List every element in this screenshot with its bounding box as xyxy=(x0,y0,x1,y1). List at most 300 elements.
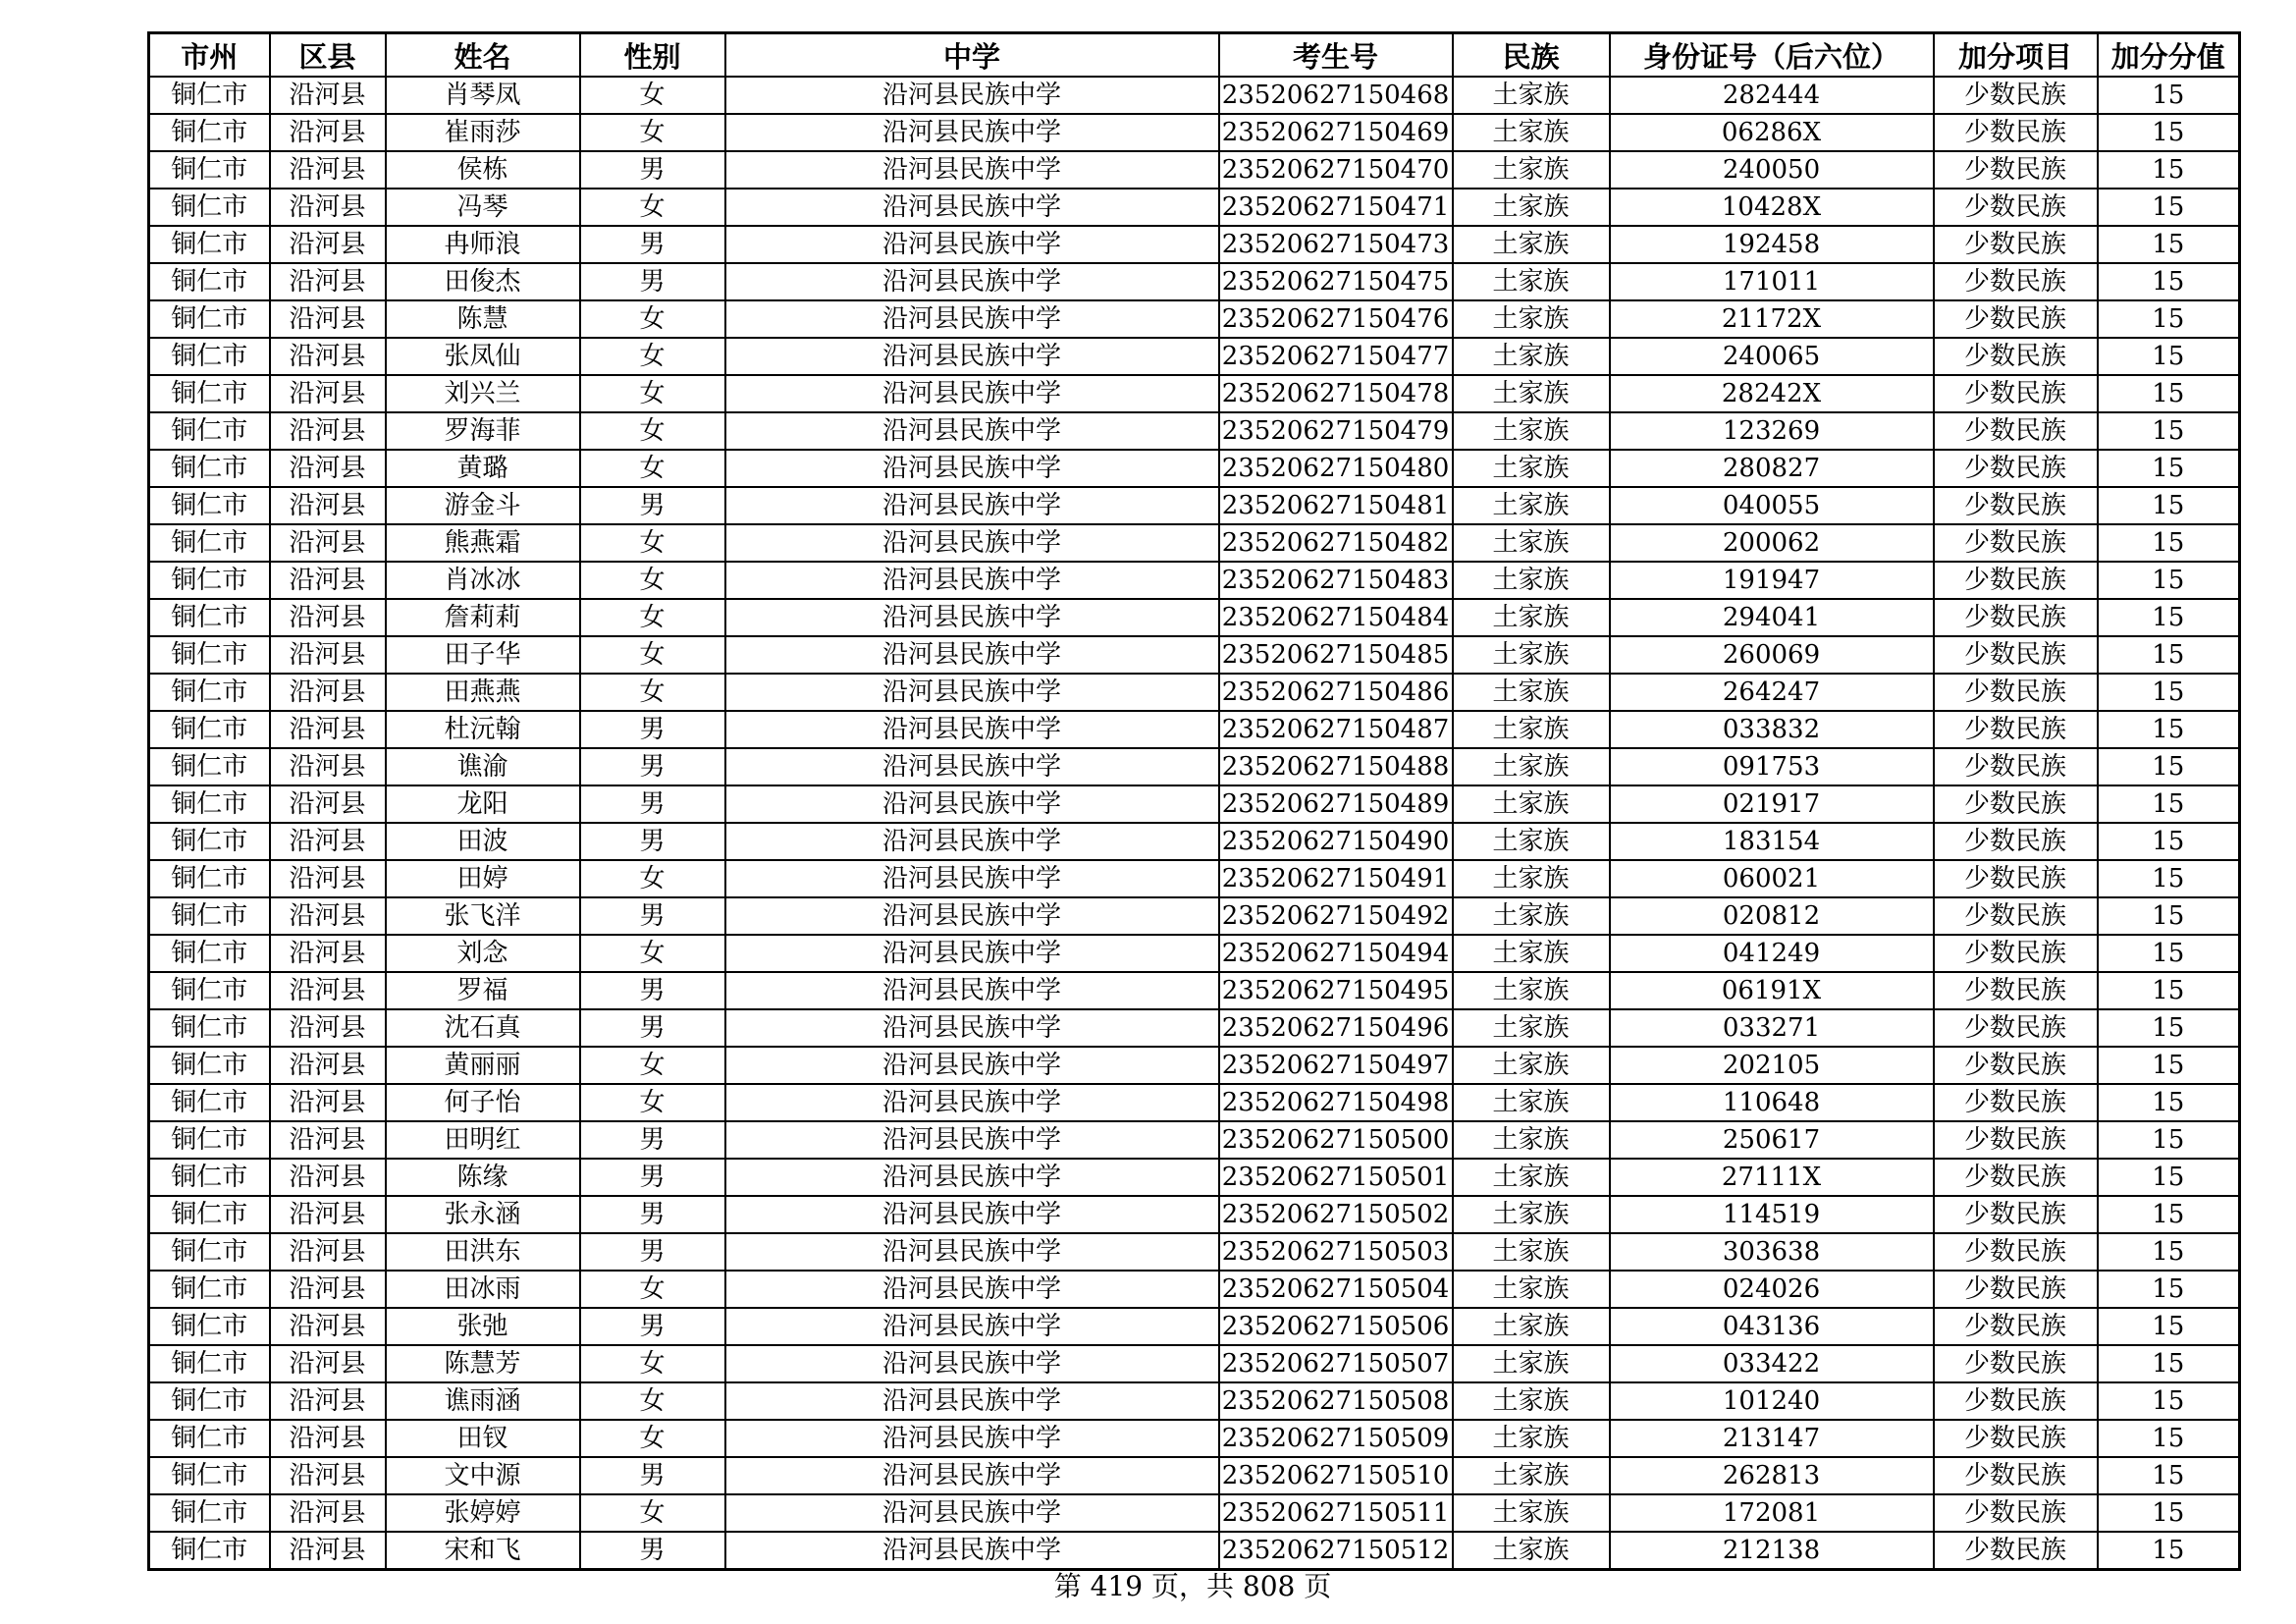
header-school: 中学 xyxy=(725,33,1219,78)
cell-ethnicity: 土家族 xyxy=(1453,562,1610,599)
cell-bonus-item: 少数民族 xyxy=(1934,748,2098,785)
cell-id-last-six: 020812 xyxy=(1610,897,1934,935)
cell-name: 田明红 xyxy=(386,1121,580,1159)
cell-school: 沿河县民族中学 xyxy=(725,1532,1219,1570)
cell-id-last-six: 021917 xyxy=(1610,785,1934,823)
cell-school: 沿河县民族中学 xyxy=(725,1159,1219,1196)
table-row xyxy=(149,1457,2240,1494)
cell-county: 沿河县 xyxy=(270,935,386,972)
cell-bonus-item: 少数民族 xyxy=(1934,711,2098,748)
cell-gender: 男 xyxy=(580,226,725,263)
cell-city: 铜仁市 xyxy=(149,375,270,412)
cell-exam-number: 23520627150494 xyxy=(1219,935,1453,972)
cell-name: 崔雨莎 xyxy=(386,114,580,151)
cell-city: 铜仁市 xyxy=(149,1233,270,1271)
cell-county: 沿河县 xyxy=(270,748,386,785)
cell-county: 沿河县 xyxy=(270,1121,386,1159)
cell-county: 沿河县 xyxy=(270,524,386,562)
cell-bonus-item: 少数民族 xyxy=(1934,1345,2098,1382)
cell-id-last-six: 303638 xyxy=(1610,1233,1934,1271)
cell-name: 田俊杰 xyxy=(386,263,580,300)
cell-name: 陈慧芳 xyxy=(386,1345,580,1382)
cell-id-last-six: 192458 xyxy=(1610,226,1934,263)
cell-bonus-item: 少数民族 xyxy=(1934,524,2098,562)
cell-school: 沿河县民族中学 xyxy=(725,711,1219,748)
cell-city: 铜仁市 xyxy=(149,189,270,226)
cell-exam-number: 23520627150473 xyxy=(1219,226,1453,263)
cell-gender: 男 xyxy=(580,785,725,823)
cell-exam-number: 23520627150470 xyxy=(1219,151,1453,189)
cell-bonus-item: 少数民族 xyxy=(1934,1457,2098,1494)
table-row xyxy=(149,338,2240,375)
cell-exam-number: 23520627150483 xyxy=(1219,562,1453,599)
cell-school: 沿河县民族中学 xyxy=(725,599,1219,636)
cell-ethnicity: 土家族 xyxy=(1453,1345,1610,1382)
cell-school: 沿河县民族中学 xyxy=(725,1494,1219,1532)
cell-exam-number: 23520627150477 xyxy=(1219,338,1453,375)
cell-ethnicity: 土家族 xyxy=(1453,338,1610,375)
header-bonus-value: 加分分值 xyxy=(2098,33,2240,78)
cell-gender: 男 xyxy=(580,1457,725,1494)
table-row xyxy=(149,524,2240,562)
cell-school: 沿河县民族中学 xyxy=(725,935,1219,972)
table-row xyxy=(149,450,2240,487)
cell-ethnicity: 土家族 xyxy=(1453,114,1610,151)
cell-gender: 男 xyxy=(580,711,725,748)
cell-ethnicity: 土家族 xyxy=(1453,785,1610,823)
cell-bonus-value: 15 xyxy=(2098,77,2240,114)
cell-bonus-item: 少数民族 xyxy=(1934,1233,2098,1271)
bonus-points-table xyxy=(147,31,2241,1571)
table-row xyxy=(149,300,2240,338)
cell-id-last-six: 183154 xyxy=(1610,823,1934,860)
cell-exam-number: 23520627150490 xyxy=(1219,823,1453,860)
cell-exam-number: 23520627150500 xyxy=(1219,1121,1453,1159)
cell-school: 沿河县民族中学 xyxy=(725,263,1219,300)
cell-exam-number: 23520627150506 xyxy=(1219,1308,1453,1345)
cell-city: 铜仁市 xyxy=(149,1159,270,1196)
cell-exam-number: 23520627150508 xyxy=(1219,1382,1453,1420)
cell-bonus-value: 15 xyxy=(2098,226,2240,263)
cell-county: 沿河县 xyxy=(270,1345,386,1382)
table-row xyxy=(149,375,2240,412)
cell-name: 刘兴兰 xyxy=(386,375,580,412)
cell-id-last-six: 240065 xyxy=(1610,338,1934,375)
cell-city: 铜仁市 xyxy=(149,1420,270,1457)
cell-ethnicity: 土家族 xyxy=(1453,189,1610,226)
cell-ethnicity: 土家族 xyxy=(1453,1047,1610,1084)
cell-bonus-value: 15 xyxy=(2098,1009,2240,1047)
cell-id-last-six: 041249 xyxy=(1610,935,1934,972)
cell-bonus-item: 少数民族 xyxy=(1934,1121,2098,1159)
cell-gender: 女 xyxy=(580,1420,725,1457)
header-ethnicity: 民族 xyxy=(1453,33,1610,78)
cell-ethnicity: 土家族 xyxy=(1453,897,1610,935)
cell-gender: 女 xyxy=(580,1382,725,1420)
cell-city: 铜仁市 xyxy=(149,114,270,151)
cell-county: 沿河县 xyxy=(270,1532,386,1570)
cell-ethnicity: 土家族 xyxy=(1453,748,1610,785)
cell-school: 沿河县民族中学 xyxy=(725,1009,1219,1047)
cell-ethnicity: 土家族 xyxy=(1453,1233,1610,1271)
header-id-last-six: 身份证号（后六位） xyxy=(1610,33,1934,78)
table-row xyxy=(149,226,2240,263)
cell-bonus-value: 15 xyxy=(2098,1121,2240,1159)
cell-city: 铜仁市 xyxy=(149,263,270,300)
cell-ethnicity: 土家族 xyxy=(1453,263,1610,300)
cell-exam-number: 23520627150478 xyxy=(1219,375,1453,412)
cell-bonus-value: 15 xyxy=(2098,263,2240,300)
cell-gender: 男 xyxy=(580,1308,725,1345)
cell-name: 陈慧 xyxy=(386,300,580,338)
cell-bonus-value: 15 xyxy=(2098,1084,2240,1121)
cell-ethnicity: 土家族 xyxy=(1453,1308,1610,1345)
table-row xyxy=(149,1196,2240,1233)
cell-name: 罗海菲 xyxy=(386,412,580,450)
cell-exam-number: 23520627150509 xyxy=(1219,1420,1453,1457)
cell-name: 黄丽丽 xyxy=(386,1047,580,1084)
cell-school: 沿河县民族中学 xyxy=(725,1271,1219,1308)
cell-ethnicity: 土家族 xyxy=(1453,1159,1610,1196)
cell-name: 何子怡 xyxy=(386,1084,580,1121)
cell-city: 铜仁市 xyxy=(149,599,270,636)
cell-bonus-item: 少数民族 xyxy=(1934,1196,2098,1233)
table-row xyxy=(149,1047,2240,1084)
cell-id-last-six: 191947 xyxy=(1610,562,1934,599)
cell-ethnicity: 土家族 xyxy=(1453,1382,1610,1420)
cell-bonus-item: 少数民族 xyxy=(1934,1084,2098,1121)
cell-exam-number: 23520627150512 xyxy=(1219,1532,1453,1570)
cell-bonus-value: 15 xyxy=(2098,1420,2240,1457)
cell-bonus-value: 15 xyxy=(2098,524,2240,562)
cell-exam-number: 23520627150497 xyxy=(1219,1047,1453,1084)
cell-bonus-value: 15 xyxy=(2098,1382,2240,1420)
cell-bonus-value: 15 xyxy=(2098,860,2240,897)
cell-bonus-item: 少数民族 xyxy=(1934,1009,2098,1047)
cell-city: 铜仁市 xyxy=(149,300,270,338)
cell-id-last-six: 28242X xyxy=(1610,375,1934,412)
cell-id-last-six: 200062 xyxy=(1610,524,1934,562)
cell-gender: 男 xyxy=(580,151,725,189)
cell-bonus-item: 少数民族 xyxy=(1934,226,2098,263)
cell-gender: 女 xyxy=(580,636,725,674)
table-row xyxy=(149,599,2240,636)
cell-id-last-six: 260069 xyxy=(1610,636,1934,674)
table-row xyxy=(149,1382,2240,1420)
table-row xyxy=(149,77,2240,114)
table-row xyxy=(149,935,2240,972)
cell-name: 龙阳 xyxy=(386,785,580,823)
cell-ethnicity: 土家族 xyxy=(1453,935,1610,972)
cell-school: 沿河县民族中学 xyxy=(725,1196,1219,1233)
cell-name: 张凤仙 xyxy=(386,338,580,375)
cell-bonus-item: 少数民族 xyxy=(1934,1308,2098,1345)
cell-county: 沿河县 xyxy=(270,599,386,636)
table-row xyxy=(149,562,2240,599)
cell-school: 沿河县民族中学 xyxy=(725,375,1219,412)
table-row xyxy=(149,114,2240,151)
cell-bonus-value: 15 xyxy=(2098,636,2240,674)
cell-bonus-item: 少数民族 xyxy=(1934,151,2098,189)
cell-gender: 女 xyxy=(580,524,725,562)
cell-gender: 男 xyxy=(580,1532,725,1570)
cell-id-last-six: 27111X xyxy=(1610,1159,1934,1196)
cell-county: 沿河县 xyxy=(270,562,386,599)
cell-name: 冯琴 xyxy=(386,189,580,226)
cell-bonus-value: 15 xyxy=(2098,300,2240,338)
cell-county: 沿河县 xyxy=(270,1233,386,1271)
table-row xyxy=(149,1345,2240,1382)
cell-ethnicity: 土家族 xyxy=(1453,151,1610,189)
cell-bonus-value: 15 xyxy=(2098,1457,2240,1494)
cell-name: 张弛 xyxy=(386,1308,580,1345)
cell-exam-number: 23520627150468 xyxy=(1219,77,1453,114)
cell-bonus-item: 少数民族 xyxy=(1934,562,2098,599)
cell-county: 沿河县 xyxy=(270,1308,386,1345)
cell-exam-number: 23520627150492 xyxy=(1219,897,1453,935)
cell-ethnicity: 土家族 xyxy=(1453,1121,1610,1159)
cell-county: 沿河县 xyxy=(270,711,386,748)
cell-bonus-value: 15 xyxy=(2098,748,2240,785)
cell-gender: 女 xyxy=(580,935,725,972)
cell-exam-number: 23520627150476 xyxy=(1219,300,1453,338)
cell-gender: 女 xyxy=(580,189,725,226)
cell-school: 沿河县民族中学 xyxy=(725,860,1219,897)
cell-city: 铜仁市 xyxy=(149,226,270,263)
cell-bonus-value: 15 xyxy=(2098,599,2240,636)
cell-ethnicity: 土家族 xyxy=(1453,1457,1610,1494)
cell-id-last-six: 172081 xyxy=(1610,1494,1934,1532)
cell-city: 铜仁市 xyxy=(149,338,270,375)
cell-id-last-six: 024026 xyxy=(1610,1271,1934,1308)
cell-bonus-value: 15 xyxy=(2098,1271,2240,1308)
cell-bonus-item: 少数民族 xyxy=(1934,189,2098,226)
header-gender: 性别 xyxy=(580,33,725,78)
cell-name: 谯雨涵 xyxy=(386,1382,580,1420)
cell-county: 沿河县 xyxy=(270,450,386,487)
cell-ethnicity: 土家族 xyxy=(1453,1196,1610,1233)
cell-county: 沿河县 xyxy=(270,189,386,226)
cell-bonus-item: 少数民族 xyxy=(1934,114,2098,151)
cell-school: 沿河县民族中学 xyxy=(725,189,1219,226)
cell-city: 铜仁市 xyxy=(149,897,270,935)
cell-school: 沿河县民族中学 xyxy=(725,77,1219,114)
table-header-row xyxy=(149,33,2240,78)
table-row xyxy=(149,674,2240,711)
cell-bonus-item: 少数民族 xyxy=(1934,300,2098,338)
cell-name: 罗福 xyxy=(386,972,580,1009)
cell-ethnicity: 土家族 xyxy=(1453,711,1610,748)
cell-city: 铜仁市 xyxy=(149,823,270,860)
cell-county: 沿河县 xyxy=(270,1382,386,1420)
header-county: 区县 xyxy=(270,33,386,78)
cell-county: 沿河县 xyxy=(270,300,386,338)
cell-ethnicity: 土家族 xyxy=(1453,1420,1610,1457)
cell-name: 黄璐 xyxy=(386,450,580,487)
table-row xyxy=(149,897,2240,935)
cell-city: 铜仁市 xyxy=(149,1047,270,1084)
cell-bonus-item: 少数民族 xyxy=(1934,972,2098,1009)
cell-bonus-value: 15 xyxy=(2098,972,2240,1009)
header-name: 姓名 xyxy=(386,33,580,78)
cell-county: 沿河县 xyxy=(270,1084,386,1121)
cell-ethnicity: 土家族 xyxy=(1453,77,1610,114)
cell-id-last-six: 171011 xyxy=(1610,263,1934,300)
cell-name: 肖冰冰 xyxy=(386,562,580,599)
table-row xyxy=(149,748,2240,785)
cell-id-last-six: 101240 xyxy=(1610,1382,1934,1420)
cell-county: 沿河县 xyxy=(270,1457,386,1494)
cell-school: 沿河县民族中学 xyxy=(725,487,1219,524)
cell-gender: 男 xyxy=(580,748,725,785)
cell-bonus-value: 15 xyxy=(2098,785,2240,823)
cell-gender: 女 xyxy=(580,562,725,599)
cell-exam-number: 23520627150511 xyxy=(1219,1494,1453,1532)
cell-id-last-six: 240050 xyxy=(1610,151,1934,189)
cell-bonus-item: 少数民族 xyxy=(1934,338,2098,375)
cell-ethnicity: 土家族 xyxy=(1453,1494,1610,1532)
cell-id-last-six: 06191X xyxy=(1610,972,1934,1009)
cell-county: 沿河县 xyxy=(270,226,386,263)
cell-bonus-item: 少数民族 xyxy=(1934,487,2098,524)
cell-county: 沿河县 xyxy=(270,338,386,375)
cell-gender: 女 xyxy=(580,77,725,114)
cell-id-last-six: 264247 xyxy=(1610,674,1934,711)
cell-name: 田子华 xyxy=(386,636,580,674)
cell-city: 铜仁市 xyxy=(149,972,270,1009)
cell-id-last-six: 06286X xyxy=(1610,114,1934,151)
table-row xyxy=(149,189,2240,226)
cell-school: 沿河县民族中学 xyxy=(725,636,1219,674)
header-exam-number: 考生号 xyxy=(1219,33,1453,78)
cell-id-last-six: 043136 xyxy=(1610,1308,1934,1345)
cell-exam-number: 23520627150487 xyxy=(1219,711,1453,748)
cell-name: 张婷婷 xyxy=(386,1494,580,1532)
cell-id-last-six: 262813 xyxy=(1610,1457,1934,1494)
cell-school: 沿河县民族中学 xyxy=(725,785,1219,823)
cell-county: 沿河县 xyxy=(270,897,386,935)
cell-bonus-item: 少数民族 xyxy=(1934,1532,2098,1570)
cell-ethnicity: 土家族 xyxy=(1453,300,1610,338)
cell-ethnicity: 土家族 xyxy=(1453,1084,1610,1121)
cell-id-last-six: 21172X xyxy=(1610,300,1934,338)
cell-exam-number: 23520627150503 xyxy=(1219,1233,1453,1271)
table-row xyxy=(149,487,2240,524)
cell-school: 沿河县民族中学 xyxy=(725,1121,1219,1159)
cell-county: 沿河县 xyxy=(270,1159,386,1196)
header-bonus-item: 加分项目 xyxy=(1934,33,2098,78)
cell-ethnicity: 土家族 xyxy=(1453,226,1610,263)
cell-exam-number: 23520627150507 xyxy=(1219,1345,1453,1382)
cell-city: 铜仁市 xyxy=(149,1084,270,1121)
cell-school: 沿河县民族中学 xyxy=(725,674,1219,711)
cell-gender: 女 xyxy=(580,674,725,711)
cell-gender: 女 xyxy=(580,114,725,151)
table-row xyxy=(149,636,2240,674)
cell-exam-number: 23520627150471 xyxy=(1219,189,1453,226)
cell-id-last-six: 282444 xyxy=(1610,77,1934,114)
cell-name: 詹莉莉 xyxy=(386,599,580,636)
table-row xyxy=(149,711,2240,748)
cell-bonus-value: 15 xyxy=(2098,114,2240,151)
cell-bonus-value: 15 xyxy=(2098,375,2240,412)
cell-ethnicity: 土家族 xyxy=(1453,1271,1610,1308)
cell-gender: 女 xyxy=(580,375,725,412)
cell-bonus-item: 少数民族 xyxy=(1934,450,2098,487)
cell-name: 杜沅翰 xyxy=(386,711,580,748)
cell-school: 沿河县民族中学 xyxy=(725,1457,1219,1494)
cell-school: 沿河县民族中学 xyxy=(725,972,1219,1009)
table-row xyxy=(149,1271,2240,1308)
cell-gender: 女 xyxy=(580,450,725,487)
cell-ethnicity: 土家族 xyxy=(1453,375,1610,412)
cell-name: 陈缘 xyxy=(386,1159,580,1196)
cell-school: 沿河县民族中学 xyxy=(725,897,1219,935)
cell-name: 刘念 xyxy=(386,935,580,972)
cell-county: 沿河县 xyxy=(270,487,386,524)
cell-bonus-value: 15 xyxy=(2098,562,2240,599)
cell-county: 沿河县 xyxy=(270,823,386,860)
cell-gender: 男 xyxy=(580,263,725,300)
cell-city: 铜仁市 xyxy=(149,77,270,114)
header-city: 市州 xyxy=(149,33,270,78)
cell-exam-number: 23520627150475 xyxy=(1219,263,1453,300)
cell-bonus-item: 少数民族 xyxy=(1934,412,2098,450)
cell-bonus-value: 15 xyxy=(2098,897,2240,935)
cell-bonus-item: 少数民族 xyxy=(1934,897,2098,935)
cell-city: 铜仁市 xyxy=(149,1532,270,1570)
page-footer: 第 419 页，共 808 页 xyxy=(1053,1570,1332,1602)
table-row xyxy=(149,412,2240,450)
cell-bonus-value: 15 xyxy=(2098,151,2240,189)
cell-bonus-value: 15 xyxy=(2098,412,2240,450)
cell-gender: 女 xyxy=(580,1047,725,1084)
cell-name: 张飞洋 xyxy=(386,897,580,935)
cell-id-last-six: 110648 xyxy=(1610,1084,1934,1121)
cell-name: 田波 xyxy=(386,823,580,860)
cell-ethnicity: 土家族 xyxy=(1453,1009,1610,1047)
cell-city: 铜仁市 xyxy=(149,151,270,189)
cell-gender: 男 xyxy=(580,1196,725,1233)
cell-exam-number: 23520627150491 xyxy=(1219,860,1453,897)
cell-bonus-value: 15 xyxy=(2098,823,2240,860)
cell-gender: 男 xyxy=(580,1121,725,1159)
cell-bonus-item: 少数民族 xyxy=(1934,823,2098,860)
cell-city: 铜仁市 xyxy=(149,935,270,972)
cell-ethnicity: 土家族 xyxy=(1453,823,1610,860)
cell-bonus-value: 15 xyxy=(2098,1308,2240,1345)
cell-id-last-six: 040055 xyxy=(1610,487,1934,524)
cell-bonus-item: 少数民族 xyxy=(1934,77,2098,114)
cell-name: 肖琴凤 xyxy=(386,77,580,114)
cell-name: 张永涵 xyxy=(386,1196,580,1233)
cell-exam-number: 23520627150501 xyxy=(1219,1159,1453,1196)
cell-id-last-six: 10428X xyxy=(1610,189,1934,226)
cell-school: 沿河县民族中学 xyxy=(725,1345,1219,1382)
cell-id-last-six: 114519 xyxy=(1610,1196,1934,1233)
cell-exam-number: 23520627150469 xyxy=(1219,114,1453,151)
cell-school: 沿河县民族中学 xyxy=(725,300,1219,338)
cell-school: 沿河县民族中学 xyxy=(725,1084,1219,1121)
table-row xyxy=(149,1233,2240,1271)
table-body xyxy=(149,77,2240,1570)
cell-bonus-value: 15 xyxy=(2098,711,2240,748)
cell-id-last-six: 033271 xyxy=(1610,1009,1934,1047)
cell-gender: 男 xyxy=(580,972,725,1009)
cell-name: 游金斗 xyxy=(386,487,580,524)
cell-county: 沿河县 xyxy=(270,785,386,823)
cell-county: 沿河县 xyxy=(270,1196,386,1233)
